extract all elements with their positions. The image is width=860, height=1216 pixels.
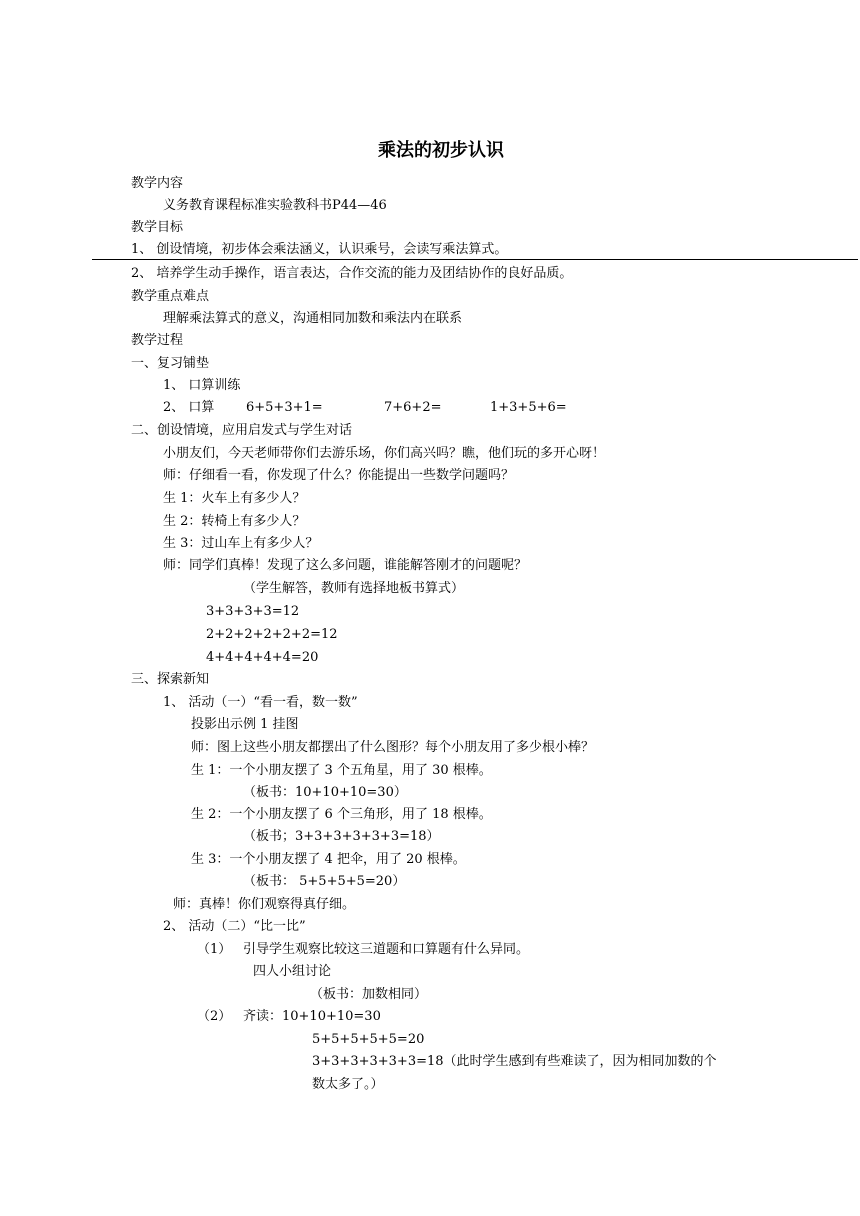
equation: 2+2+2+2+2+2=12 xyxy=(206,627,338,642)
horizontal-rule xyxy=(92,259,858,260)
sub-item-text: 齐读：10+10+10=30 xyxy=(243,1009,381,1024)
step-item: 2、 口算 xyxy=(163,400,215,415)
key-points-text: 理解乘法算式的意义，沟通相同加数和乘法内在联系 xyxy=(163,311,463,326)
activity-line: 师：图上这些小朋友都摆出了什么图形？每个小朋友用了多少根小棒？ xyxy=(191,740,595,755)
section-heading-goals: 教学目标 xyxy=(131,220,184,235)
part-three-heading: 三、探索新知 xyxy=(131,672,210,687)
activity-line: 生 2：一个小朋友摆了 6 个三角形，用了 18 根棒。 xyxy=(191,807,492,822)
equation: 3+3+3+3+3+3=18（此时学生感到有些难读了，因为相同加数的个 xyxy=(312,1054,717,1069)
content-text: 义务教育课程标准实验教科书P44—46 xyxy=(163,198,387,213)
activity-line: 师：真棒！你们观察得真仔细。 xyxy=(173,897,356,912)
equation: 5+5+5+5+5=20 xyxy=(312,1032,425,1047)
board-note: （板书：10+10+10=30） xyxy=(243,785,407,800)
section-heading-key-points: 教学重点难点 xyxy=(131,289,210,304)
section-heading-content: 教学内容 xyxy=(131,176,184,191)
equation: 4+4+4+4+4=20 xyxy=(206,650,319,665)
goal-item-2: 2、 培养学生动手操作，语言表达，合作交流的能力及团结协作的良好品质。 xyxy=(131,266,573,281)
calc-expression: 6+5+3+1= xyxy=(246,400,323,415)
dialogue-line: 生 1：火车上有多少人？ xyxy=(163,491,306,506)
sub-item-text: 引导学生观察比较这三道题和口算题有什么异同。 xyxy=(243,942,530,957)
calc-expression: 1+3+5+6= xyxy=(490,400,567,415)
activity-line: 四人小组讨论 xyxy=(253,964,332,979)
dialogue-line: 小朋友们，今天老师带你们去游乐场，你们高兴吗？瞧，他们玩的多开心呀！ xyxy=(163,446,606,461)
dialogue-line: 生 3：过山车上有多少人？ xyxy=(163,536,319,551)
page-title: 乘法的初步认识 xyxy=(378,140,504,161)
activity-heading: 1、 活动（一）“看一看，数一数” xyxy=(163,695,358,710)
activity-line: 投影出示例 1 挂图 xyxy=(191,717,299,732)
part-two-heading: 二、创设情境，应用启发式与学生对话 xyxy=(131,423,353,438)
activity-heading: 2、 活动（二）“比一比” xyxy=(163,919,306,934)
sub-item-number: （1） xyxy=(197,942,232,957)
goal-item-1: 1、 创设情境，初步体会乘法涵义，认识乘号，会读写乘法算式。 xyxy=(131,242,508,257)
equation-continued: 数太多了。） xyxy=(312,1077,384,1092)
note-line: （学生解答，教师有选择地板书算式） xyxy=(243,581,465,596)
activity-line: 生 3：一个小朋友摆了 4 把伞，用了 20 根棒。 xyxy=(191,852,466,867)
activity-line: 生 1：一个小朋友摆了 3 个五角星，用了 30 根棒。 xyxy=(191,763,492,778)
section-heading-process: 教学过程 xyxy=(131,333,184,348)
dialogue-line: 生 2：转椅上有多少人？ xyxy=(163,514,306,529)
calc-expression: 7+6+2= xyxy=(384,400,442,415)
board-note: （板书： 5+5+5+5=20） xyxy=(243,874,406,889)
board-note: （板书；3+3+3+3+3+3=18） xyxy=(243,829,440,844)
sub-item-number: （2） xyxy=(197,1009,232,1024)
step-item: 1、 口算训练 xyxy=(163,378,241,393)
board-note: （板书：加数相同） xyxy=(310,987,428,1002)
dialogue-line: 师：仔细看一看，你发现了什么？你能提出一些数学问题吗？ xyxy=(163,468,515,483)
part-one-heading: 一、复习铺垫 xyxy=(131,356,210,371)
dialogue-line: 师：同学们真棒！发现了这么多问题，谁能解答刚才的问题呢？ xyxy=(163,558,528,573)
equation: 3+3+3+3=12 xyxy=(206,604,300,619)
